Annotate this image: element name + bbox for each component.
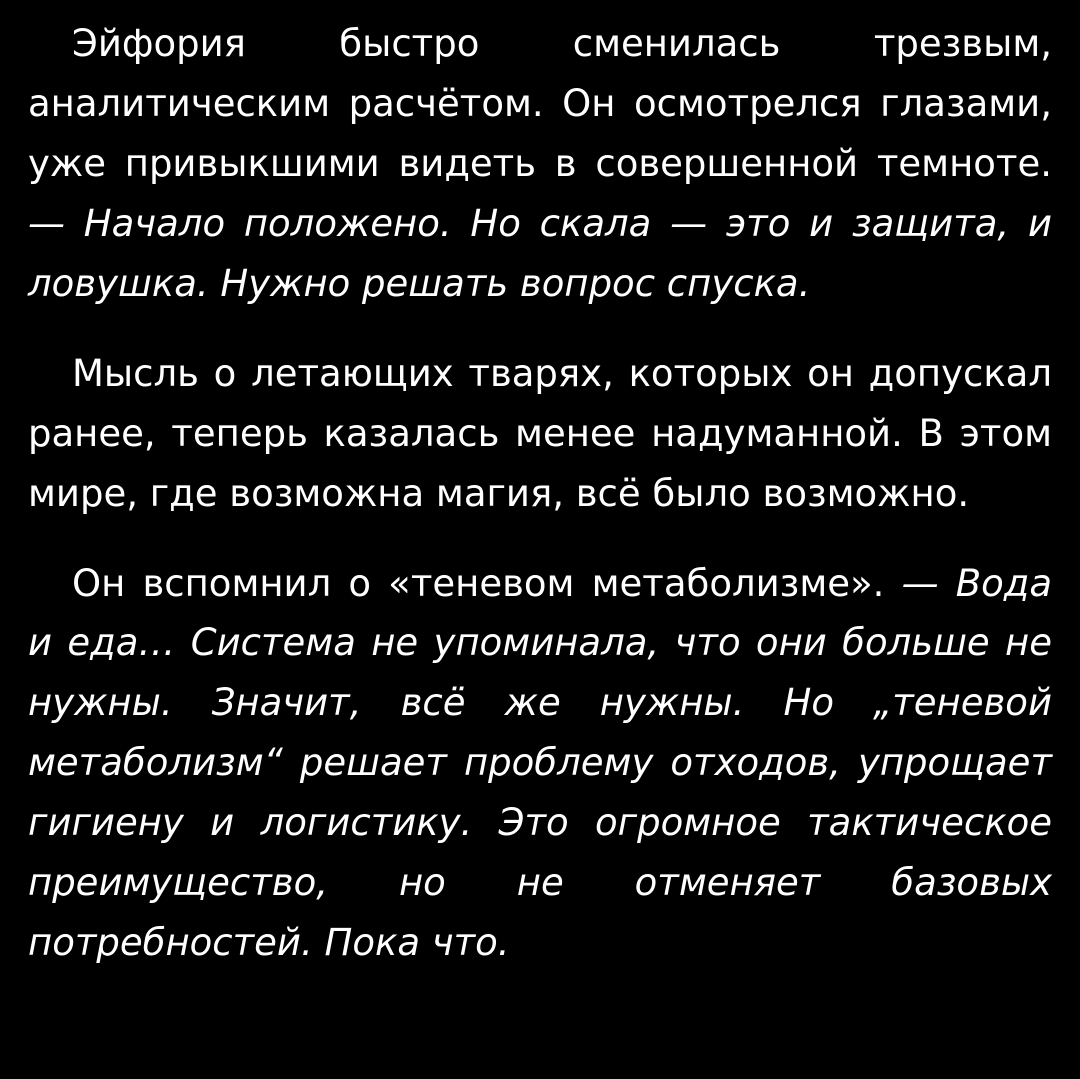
text-run-italic: — Начало положено. Но скала — это и защита, и ловушка. Нужно решать вопрос спуска. bbox=[28, 201, 1052, 305]
paragraph bbox=[28, 554, 1052, 974]
text-run-normal: Эйфория быстро сменилась трезвым, аналитическим расчётом. Он осмотрелся глазами, уже привыкшими видеть в совершенной темноте. bbox=[28, 22, 1052, 185]
text-run-normal: Мысль о летающих тварях, которых он допускал ранее, теперь казалась менее надуманной. В этом мире, где возможна магия, всё было возможно. bbox=[28, 351, 1052, 515]
paragraph bbox=[28, 344, 1052, 524]
text-run-normal: Он вспомнил о «теневом метаболизме». bbox=[72, 561, 902, 605]
paragraph bbox=[28, 14, 1052, 314]
text-run-italic: — Вода и еда… Система не упоминала, что они больше не нужны. Значит, всё же нужны. Но „теневой метаболизм“ решает проблему отходов, упрощает гигиену и логистику. Это огромное тактическое преимущество, но не отменяет базовых потребностей. Пока что. bbox=[28, 561, 1052, 965]
